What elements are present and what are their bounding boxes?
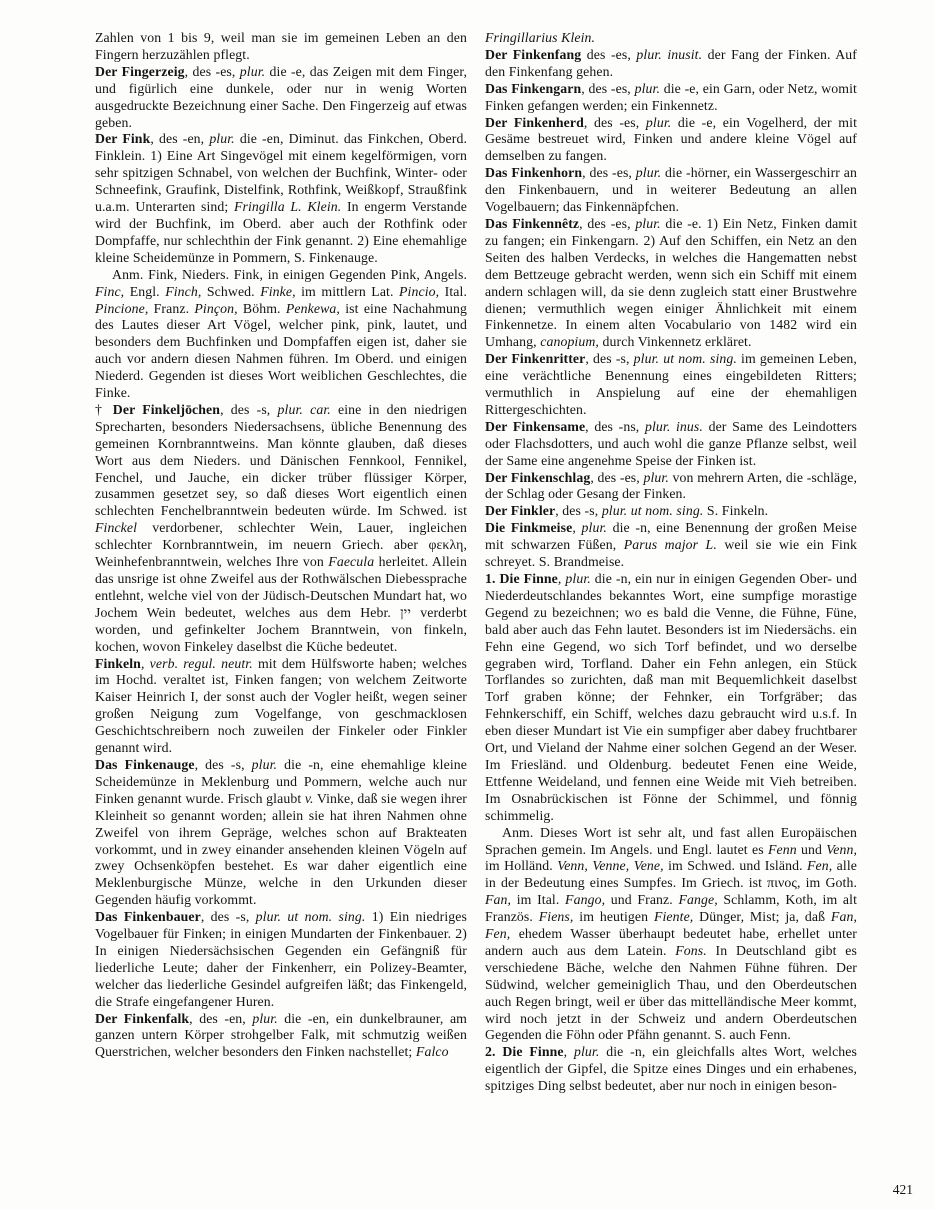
headword: Die Finkmeise — [485, 520, 573, 536]
text-run: die -n, eine Benennung der großen Meise mit schwarzen Füßen, — [485, 520, 857, 553]
headword: Der Finkenherd — [485, 114, 584, 130]
headword: Der Finkenfalk — [95, 1010, 190, 1026]
text-run: In engerm Verstande wird der Buchfink, im Oberd. aber auch der Rothfink oder Dompfaffe, nur schlechthin der Fink genannt. 2) Eine ehemahlige kleine Scheidemünze in Pommern, S. Finkenauge. — [95, 199, 467, 265]
text-run: im heutigen — [573, 909, 654, 925]
text-run: plur. — [645, 114, 672, 130]
text-run: Fringillarius Klein. — [485, 30, 596, 45]
text-run: S. Finkeln. — [703, 503, 769, 519]
text-run: Finke, — [260, 283, 296, 299]
text-run: plur. ut nom. sing. — [255, 909, 366, 925]
text-run: die -e, ein Vogelherd, der mit Gesäme bestreuet wird, Finken und andere kleine Vögel auf demselben zu fangen. — [485, 114, 858, 164]
text-run: die -n, eine ehemahlige kleine Scheidemünze in Meklenburg und Pommern, welche auch nur Finken genannt wurde. Frisch glaubt — [95, 756, 467, 806]
headword: Der Finkenritter — [485, 351, 586, 367]
headword: Der Finkenfang — [485, 46, 582, 62]
text-run: die -en, ein dunkelbrauner, am ganzen untern Körper strohgelber Falk, mit schmutzig weißen Querstrichen, welcher besonders den Finken nachstellet; — [95, 1010, 467, 1060]
text-run: ist eine Nachahmung des Lautes dieser Art Vögel, welcher pink, pink, lautet, und besonders dem Buchfinken und Dompfaffen eigen ist, daher sie auch vor andern diesen Nahmen führen. Im Oberd. und einigen Niederd. Gegenden ist dieses Wort weiblichen Geschlechtes, die Finke. — [95, 300, 468, 401]
headword: Das Finkenhorn — [485, 165, 583, 181]
text-run: Pinçon, — [194, 300, 238, 316]
entry-paragraph — [95, 757, 467, 909]
text-run: Schwed. — [201, 283, 261, 299]
text-run: Pincione, — [95, 300, 149, 316]
headword: Das Finkennêtz — [485, 215, 580, 231]
entry-paragraph — [485, 81, 857, 115]
text-run: Fons. — [675, 942, 707, 958]
text-run: , — [563, 1044, 574, 1060]
text-run: weil sie wie ein Fink schreyet. S. Brandmeise. — [485, 537, 857, 570]
text-run: In Deutschland gibt es verschiedene Bäche, welche den Nahmen Fühne führen. Der Südwind, welcher gemeiniglich Thau, und den Oberdeutschen auch Regen bringt, weil er über das mittelländische Meer kommt, wird noch jetzt in der Schweiz und andern Oberdeutschen Gegenden die Föhn oder Pfähn genannt. S. auch Fenn. — [485, 942, 857, 1043]
text-run: Fen, — [807, 858, 833, 874]
headword: 2. Die Finne — [485, 1044, 564, 1060]
text-run: Fiente, — [653, 909, 694, 925]
text-run: im mittlern Lat. — [295, 283, 400, 299]
headword: Finkeln — [95, 655, 141, 671]
entry-paragraph — [485, 503, 857, 520]
entry-paragraph — [95, 131, 467, 266]
text-run: plur. — [252, 1010, 278, 1026]
text-run: plur. — [643, 469, 669, 485]
left-column — [95, 30, 467, 1095]
text-run: , des -s, — [200, 909, 256, 925]
text-run: Anm. Dieses Wort ist sehr alt, und fast allen Europäischen Sprachen gemein. Im Angels. und Engl. lautet es — [485, 824, 857, 857]
page-number: 421 — [892, 1181, 913, 1197]
text-run: Fringilla L. Klein. — [234, 199, 342, 215]
headword: Der Finkensame — [485, 418, 586, 434]
text-run: , des -ns, — [585, 418, 645, 434]
text-run: , des -en, — [150, 131, 210, 147]
entry-paragraph — [95, 402, 467, 656]
text-run: herleitet. Allein das unsrige ist ohne Zweifel aus der Rothwälschen Diebessprache entlehnt, welche viel von der Jüdisch-Deutschen Mundart hat, wo Jochem Wein bedeutet, welches aus dem Hebr. יין verderbt worden, und gefinkelter Jochem Branntwein, von finkeln, kochen, wovon Finkeley daselbst die Küche bedeutet. — [95, 554, 467, 654]
text-run: verb. regul. neutr. — [149, 655, 253, 671]
entry-paragraph — [485, 165, 857, 216]
text-run: im Ital. — [511, 892, 566, 908]
entry-paragraph — [485, 1044, 857, 1095]
text-run: Fan, Fen, — [485, 909, 857, 942]
headword: Das Finkenauge — [95, 756, 195, 772]
entry-paragraph — [485, 216, 857, 351]
text-run: im Schwed. und Isländ. — [663, 858, 807, 874]
entry-paragraph — [485, 520, 857, 571]
text-run: plur. — [581, 520, 607, 536]
headword: 1. Die Finne — [485, 571, 558, 586]
headword: Der Finkenschlag — [485, 469, 591, 485]
entry-paragraph — [485, 419, 857, 470]
text-run: plur. inus. — [644, 418, 703, 434]
text-run: die -e. 1) Ein Netz, Finken damit zu fangen; ein Finkengarn. 2) Auf den Schiffen, ein Netz an den Seiten des halben Verdecks, in welches die Hangematten nebst dem Bettzeuge gebracht werden, wenn sich ein Schiff mit einem andern schlagen will, da sie denn zugleich statt einer Brustwehre dienen; vermuthlich wegen einiger Ähnlichkeit mit einem Finkennetze. In einem alten Vocabulario von 1482 wird ein Umhang, — [485, 215, 858, 350]
continuation-paragraph — [485, 30, 857, 47]
text-run: plur. — [251, 756, 278, 772]
text-run: mit dem Hülfsworte haben; welches im Hochd. veraltet ist, Finken fangen; von welchem Zeitworte Kaiser Heinrich I, der sonst auch der Vogler heißt, wegen seiner großen Neigung zum Vogelfange, von geschmacklosen Geschichtschreibern noch zuweilen der Finkeler oder Finkler genannt wird. — [95, 655, 467, 756]
text-run: Faecula — [328, 554, 375, 570]
text-run: Franz. — [148, 300, 195, 316]
text-run: , — [572, 520, 582, 536]
text-run: der Fang der Finken. Auf den Finkenfang gehen. — [485, 46, 857, 79]
text-run: und — [796, 841, 827, 857]
text-run: Anm. Fink, Nieders. Fink, in einigen Gegenden Pink, Angels. — [112, 266, 467, 282]
text-run: plur. — [634, 80, 660, 96]
headword: Der Finkeljōchen — [112, 401, 221, 417]
headword: Der Finkler — [485, 503, 556, 519]
entry-paragraph — [485, 47, 857, 81]
text-run: der Same des Leindotters oder Flachsdotters, und auch wohl die ganze Pflanze selbst, weil der Same eine angenehme Speise der Finken ist. — [485, 418, 857, 468]
text-run: Finckel — [95, 520, 138, 536]
text-run: , — [557, 571, 566, 586]
text-run: plur. — [573, 1044, 600, 1060]
entry-paragraph — [95, 656, 467, 757]
text-run: durch Vinkennetz erkläret. — [598, 334, 752, 350]
continuation-paragraph — [95, 30, 467, 64]
text-run: Venn, Venne, Vene, — [557, 858, 664, 874]
text-run: , des -es, — [581, 80, 635, 96]
text-run: plur. — [635, 215, 661, 231]
text-run: plur. car. — [277, 401, 331, 417]
text-run: , des -es, — [582, 165, 636, 181]
text-run: plur. ut nom. sing. — [633, 351, 737, 367]
text-run: , des -s, — [220, 401, 278, 417]
text-run: die -n, ein gleichfalls altes Wort, welches eigentlich der Gipfel, die Spitze eines Dinges und ein erhabenes, spitziges Ding selbst bedeutet, aber nur noch in einigen beson- — [485, 1044, 857, 1094]
text-run: im Holländ. — [485, 858, 558, 874]
entry-paragraph — [485, 351, 857, 419]
text-run: Parus major L. — [623, 537, 717, 553]
text-run: Böhm. — [237, 300, 286, 316]
headword: Der Fingerzeig — [95, 63, 185, 79]
text-run: canopium, — [540, 334, 599, 350]
text-run: ehedem Wasser überhaupt bedeutet habe, erhellet unter andern auch aus dem Latein. — [485, 926, 857, 958]
text-run: plur. ut nom. sing. — [601, 503, 704, 519]
annotation-paragraph — [485, 825, 857, 1045]
text-run: Fan, — [485, 892, 512, 908]
text-run: verdorbener, schlechter Wein, Lauer, ingleichen schlechter Kornbranntwein, im neuern Griech. aber φεκλη, Weinhefenbranntwein, welches Ihre von — [95, 520, 467, 570]
text-run: plur. — [565, 571, 591, 586]
entry-paragraph — [485, 115, 857, 166]
text-run: die -hörner, ein Wassergeschirr an den Finkenbauern, und in weiterer Bedeutung an allen Vogelbauern; das Finkennäpfchen. — [485, 165, 858, 215]
text-run: Vinke, daß sie wegen ihrer Kleinheit so genannt worden; allein sie hat ihren Nahmen ohne Zweifel von ihrem Gepräge, welches schon auf Brakteaten vorkommt, und in zwey einander ansehenden kleinen Vögeln auf zwey Ochsenköpfen bestehet. Es war daher eigentlich eine Meklenburgische Münze, welche in den Urkunden dieser Gegenden häufig vorkommt. — [95, 790, 467, 908]
text-run: die -e, ein Garn, oder Netz, womit Finken gefangen werden; ein Finkennetz. — [485, 80, 857, 113]
text-run: von mehrern Arten, die -schläge, der Schlag oder Gesang der Finken. — [485, 469, 858, 502]
text-run: Ital. — [439, 283, 467, 299]
headword: Das Finkenbauer — [95, 909, 201, 925]
text-run: die -e, das Zeigen mit dem Finger, und figürlich eine dunkele, oder nur in wenig Worten ausgedruckte Bezeichnung einer Sache. Den Fingerzeig auf etwas geben. — [95, 63, 468, 130]
text-run: Penkewa, — [285, 300, 340, 316]
text-run: eine in den niedrigen Sprecharten, besonders Niedersachsens, übliche Benennung des gemeinen Kornbranntweins. Man könnte glauben, daß dieses Wort aus dem Nieders. und Dänischen Fennkool, Fennikel, Fenchel, und Jauche, ein dicker trüber flüssiger Körper, zusammen gesetzet sey, so daß dieses Wort eigentlich einen schlechten Fenchelbranntwein bedeuten würde. Im Schwed. ist — [95, 401, 467, 519]
headword: Das Finkengarn — [485, 80, 582, 96]
text-run: plur. — [209, 131, 235, 147]
text-run: im gemeinen Leben, eine verächtliche Benennung eines eingebildeten Ritters; vermuthlich in Anspielung auf eine der ehemahligen Rittergeschichten. — [485, 351, 857, 417]
text-run: 1) Ein niedriges Vogelbauer für Finken; in einigen Mundarten der Finkenbauer. 2) In einigen Niedersächsischen Gegenden ein Gefängniß für liederliche Leute; daher der Finkenherr, ein Polizey-Beamter, welcher das liederliche Gesindel aufgreifen läßt; das Finkengeld, die Strafe eingefangener Huren. — [95, 909, 467, 1009]
text-run: , des -s, — [555, 503, 602, 519]
text-run: , des -en, — [189, 1010, 253, 1026]
right-column — [485, 30, 857, 1095]
annotation-paragraph — [95, 267, 467, 402]
text-run: alle in der Bedeutung eines Sumpfes. Im Griech. ist πινος, im Goth. — [485, 858, 857, 891]
text-run: des -es, — [581, 46, 637, 62]
entry-paragraph — [95, 64, 467, 132]
text-run: , des -es, — [184, 63, 240, 79]
text-run: , des -es, — [583, 114, 646, 130]
entry-paragraph — [95, 909, 467, 1010]
text-run: Dünger, Mist; ja, daß — [693, 909, 831, 925]
text-run: Fiens, — [538, 909, 574, 925]
entry-paragraph — [485, 571, 857, 825]
text-run: Zahlen von 1 bis 9, weil man sie im gemeinen Leben an den Fingern herzuzählen pflegt. — [95, 30, 467, 62]
text-run: plur. inusit. — [636, 46, 703, 62]
text-run: Schlamm, Koth, im alt Französ. — [485, 892, 857, 925]
text-run: und Franz. — [605, 892, 679, 908]
text-run: die -en, Diminut. das Finkchen, Oberd. Finklein. 1) Eine Art Singevögel mit einem kegelförmigen, vorn sehr spitzigen Schnabel, von welchen der Buchfink, Winter- oder Schneefink, Graufink, Distelfink, Rothfink, Weißkopf, Straußfink u.a.m. Unterarten sind; — [95, 131, 467, 215]
entry-paragraph — [485, 470, 857, 504]
text-run: , des -es, — [579, 215, 636, 231]
text-run: v. — [304, 790, 314, 806]
text-run: Finch, — [165, 283, 202, 299]
text-run: Fenn — [767, 841, 797, 857]
page-content — [95, 30, 857, 1095]
text-run: , — [140, 655, 150, 671]
text-run: die -n, ein nur in einigen Gegenden Ober- und Niederdeutschlandes bekanntes Wort, eine sumpfige morastige Gegend zu bezeichnen; wo es bald die Venne, die Fühne, Füne, bald aber auch das Fehn lautet. Besonders ist im Niedersächs. ein Fehn eine Gegend, wo sich Torf befindet, und wo derselbe gegraben wird, Torfland. Daher ein Fehn anlegen, ein Stück Torflandes so zurichten, daß man mit Bequemlichkeit daselbst Torf graben könne; der Fehnker, ein Torfgräber; das Fehnkerschiff, ein Schiff, welches dazu gebraucht wird u.s.f. In eben dieser Mundart ist Vie ein sumpfiger aber dabey fruchtbarer Ort, und Vieland der Nahme einer solchen Gegend an der Weser. Im Friesländ. und Oldenburg. bedeutet Fenen eine Weide, Ettfenne Weideland, und fennen eine Weide mit Vieh betreiben. Im Osnabrückischen ist Fönne der Schimmel, und fönnig schimmelig. — [485, 571, 857, 823]
text-run: plur. — [635, 165, 662, 181]
text-run: Falco — [415, 1044, 449, 1060]
headword: Der Fink — [95, 131, 151, 147]
text-run: Venn, — [826, 841, 858, 857]
text-run: Pincio, — [399, 283, 440, 299]
text-run: Engl. — [124, 283, 166, 299]
text-run: Finc, — [95, 283, 125, 299]
text-run: , des -s, — [585, 351, 634, 367]
entry-paragraph — [95, 1011, 467, 1062]
text-run: , des -s, — [194, 756, 252, 772]
text-run: † — [95, 401, 113, 417]
text-run: Fango, — [565, 892, 606, 908]
text-run: , des -es, — [590, 469, 644, 485]
text-run: plur. — [239, 63, 266, 79]
text-run: Fange, — [678, 892, 718, 908]
